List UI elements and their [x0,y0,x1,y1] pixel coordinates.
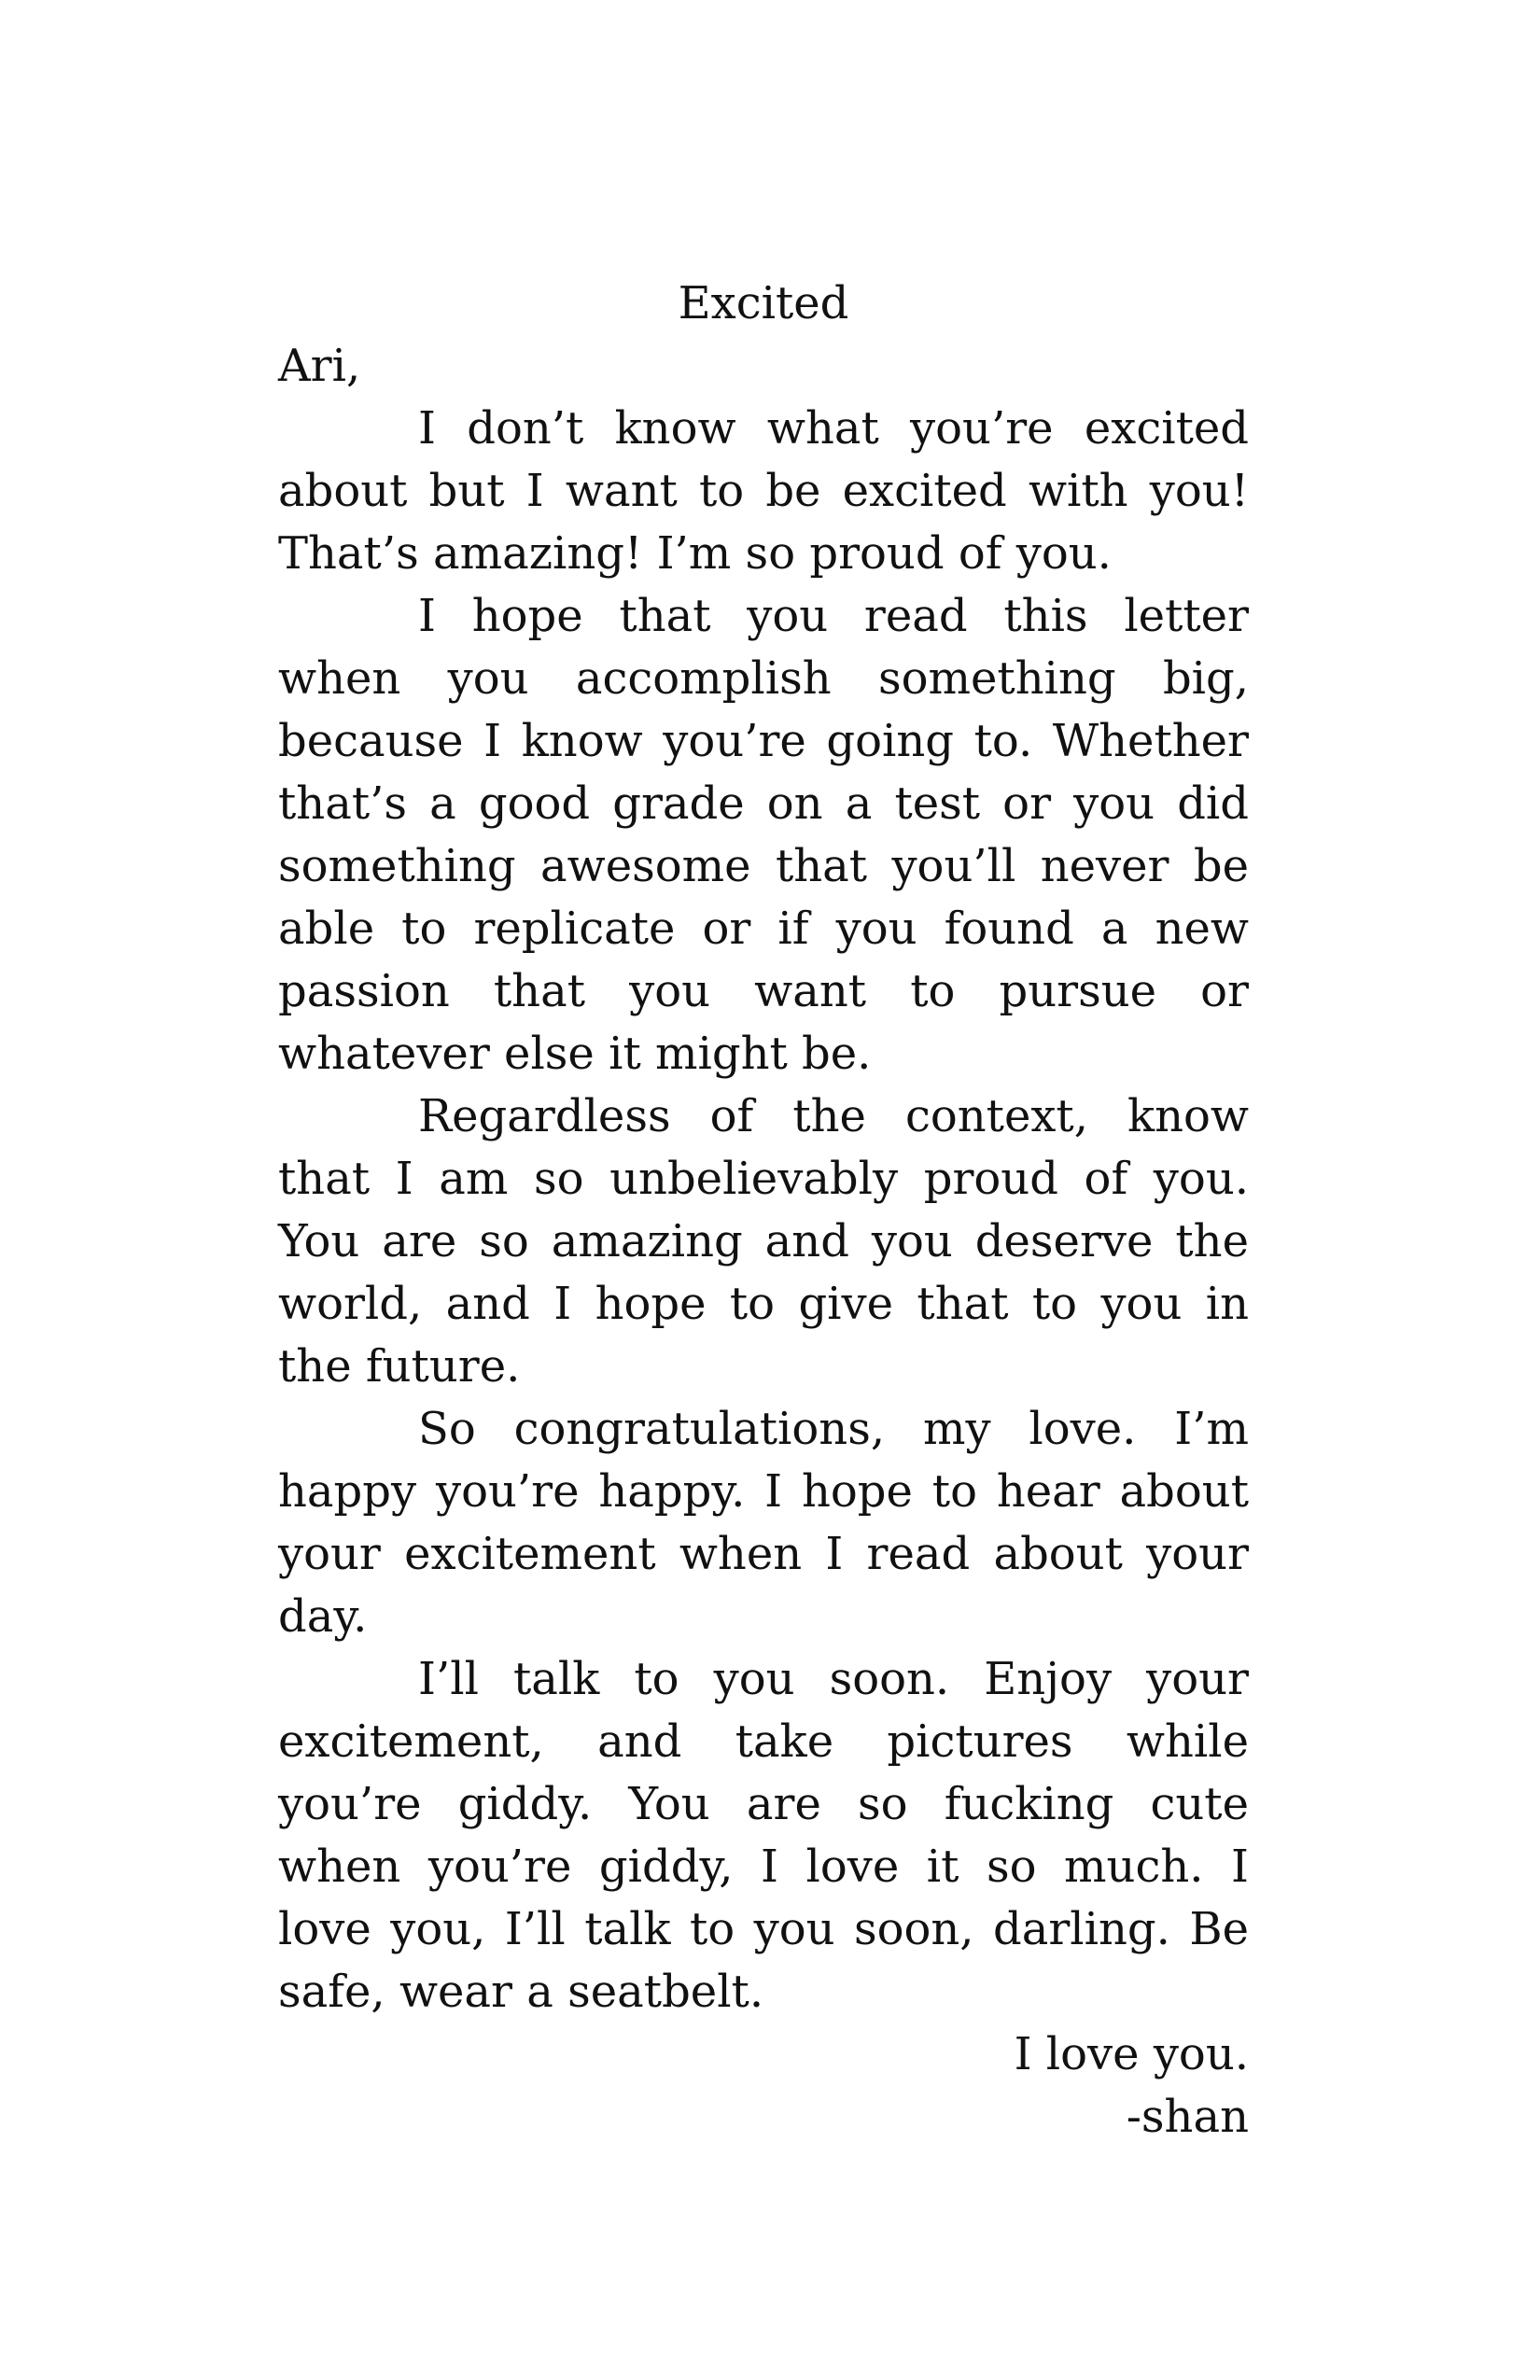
letter-salutation: Ari, [278,340,361,392]
letter-paragraph-2: I hope that you read this letter when you accomplish something big, because I know you’re going to. Whether that’s a good grade on a test or you did something awesome that you’ll never be able to replicate or if you found a new passion that you want to pursue or whatever else it might be. [278,590,1249,1080]
letter-paragraph-1: I don’t know what you’re excited about but I want to be excited with you! That’s amazing! I’m so proud of you. [278,402,1249,580]
letter-paragraph-3: Regardless of the context, know that I am so unbelievably proud of you. You are so amazing and you deserve the world, and I hope to give that to you in the future. [278,1090,1249,1393]
letter-closing: I love you. [1014,2028,1249,2080]
letter-body [278,273,1249,2149]
letter-paragraph-4: So congratulations, my love. I’m happy you’re happy. I hope to hear about your excitement when I read about your day. [278,1403,1249,1643]
letter-signature: -shan [1126,2091,1249,2143]
letter-paragraph-5: I’ll talk to you soon. Enjoy your excitement, and take pictures while you’re giddy. You are so fucking cute when you’re giddy, I love it so much. I love you, I’ll talk to you soon, darling. Be safe, wear a seatbelt. [278,1653,1249,2018]
letter-title: Excited [678,277,849,329]
